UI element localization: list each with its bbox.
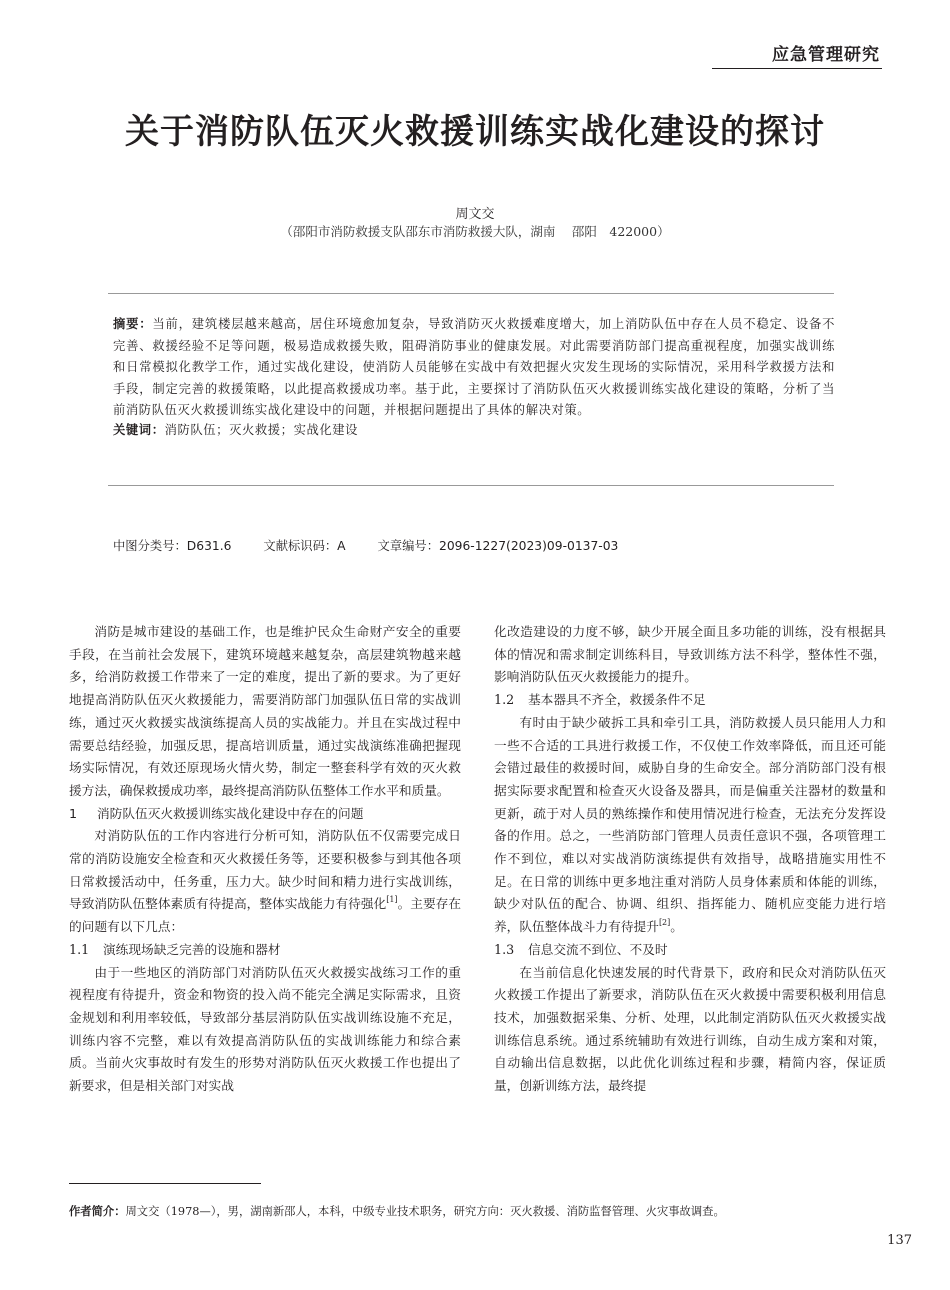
footnote-label: 作者简介：: [69, 1205, 126, 1218]
section-number: 1: [69, 805, 78, 821]
section-tag-rule: [712, 68, 882, 69]
section-1-3-paragraph: 在当前信息化快速发展的时代背景下，政府和民众对消防队伍灭火救援工作提出了新要求，消防队伍在灭火救援中需要积极利用信息技术，加强数据采集、分析、处理，以此制定消防队伍灭火救援实战训练信息系统。通过系统辅助有效进行训练，自动生成方案和对策，自动输出信息数据，以此优化训练过程和步骤，精简内容，保证质量，创新训练方法，最终提: [494, 964, 886, 1094]
paragraph-tail: 。: [670, 919, 683, 935]
section-1-paragraph: [69, 825, 461, 939]
keywords: [113, 420, 358, 438]
paragraph-text: 对消防队伍的工作内容进行分析可知，消防队伍不仅需要完成日常的消防设施安全检查和灭火救援任务等，还要积极参与到其他各项日常救援活动中，任务重，压力大。缺少时间和精力进行实战训练，导致消防队伍整体素质有待提高，整体实战能力有待强化: [69, 828, 461, 912]
author-name: 周文交: [455, 207, 495, 222]
classification-line: [113, 536, 646, 554]
section-number: 1.1: [69, 941, 90, 957]
abstract-top-rule: [108, 293, 834, 294]
citation-ref: [2]: [658, 918, 671, 928]
author-footnote: [69, 1203, 725, 1219]
footnote-text: 周文交（1978—），男，湖南新邵人，本科，中级专业技术职务，研究方向：灭火救援、消防监督管理、火灾事故调查。: [125, 1205, 725, 1218]
abstract-bottom-rule: [108, 485, 834, 486]
article-title: 关于消防队伍灭火救援训练实战化建设的探讨: [125, 112, 825, 152]
abstract: [113, 314, 835, 422]
section-number: 1.3: [494, 941, 515, 957]
clc-number: 中图分类号：D631.6: [113, 539, 232, 553]
keywords-label: 关键词：: [113, 423, 165, 437]
intro-paragraph: 消防是城市建设的基础工作，也是维护民众生命财产安全的重要手段，在当前社会发展下，建筑环境越来越复杂，高层建筑物越来越多，给消防救援工作带来了一定的难度，提出了新的要求。为了更好地提高消防队伍灭火救援能力，需要消防部门加强队伍日常的实战训练，通过灭火救援实战演练提高人员的实战能力。并且在实战过程中需要总结经验，加强反思，提高培训质量，通过实战演练准确把握现场实际情况，有效还原现场火情火势，制定一整套科学有效的灭火救援方法，确保救援成功率，最终提高消防队伍整体工作水平和质量。: [69, 624, 461, 798]
page-number: 137: [887, 1233, 912, 1248]
body-column-right: [494, 621, 886, 1098]
abstract-label: 摘要：: [113, 317, 153, 331]
document-code: 文献标识码：A: [263, 539, 346, 553]
paragraph-text: 有时由于缺少破拆工具和牵引工具，消防救援人员只能用人力和一些不合适的工具进行救援工作，不仅使工作效率降低，而且还可能会错过最佳的救援时间，威胁自身的生命安全。部分消防部门没有根据实际要求配置和检查灭火设备及器具，而是偏重关注器材的数量和更新，疏于对人员的熟练操作和使用情况进行检查，无法充分发挥设备的作用。总之，一些消防部门管理人员责任意识不强，各项管理工作不到位，难以对实战消防演练提供有效指导，战略措施实用性不足。在日常的训练中更多地注重对消防人员身体素质和体能的训练，缺少对队伍的配合、协调、组织、指挥能力、随机应变能力进行培养，队伍整体战斗力有待提升: [494, 714, 886, 935]
section-1-heading: [69, 803, 461, 826]
section-title: 信息交流不到位、不及时: [528, 941, 668, 957]
citation-ref: [1]: [386, 895, 398, 905]
section-1-1-paragraph-continued: 化改造建设的力度不够，缺少开展全面且多功能的训练，没有根据具体的情况和需求制定训练科目，导致训练方法不科学，整体性不强，影响消防队伍灭火救援能力的提升。: [494, 624, 886, 685]
section-1-1-paragraph: 由于一些地区的消防部门对消防队伍灭火救援实战练习工作的重视程度有待提升，资金和物资的投入尚不能完全满足实际需求，且资金规划和利用率较低，导致部分基层消防队伍实战训练设施不充足，训练内容不完整，难以有效提高消防队伍的实战训练能力和综合素质。当前火灾事故时有发生的形势对消防队伍灭火救援工作也提出了新要求，但是相关部门对实战: [69, 964, 461, 1094]
keywords-text: 消防队伍；灭火救援；实战化建设: [164, 423, 359, 437]
footnote-rule: [69, 1183, 261, 1184]
section-title: 演练现场缺乏完善的设施和器材: [103, 941, 281, 957]
journal-section-tag: 应急管理研究: [772, 45, 880, 65]
article-number: 文章编号：2096-1227(2023)09-0137-03: [377, 539, 619, 553]
section-1-2-paragraph: [494, 712, 886, 939]
section-title: 消防队伍灭火救援训练实战化建设中存在的问题: [97, 805, 364, 821]
section-title: 基本器具不齐全，救援条件不足: [528, 692, 706, 708]
section-1-1-heading: [69, 939, 461, 962]
abstract-text: 当前，建筑楼层越来越高，居住环境愈加复杂，导致消防灭火救援难度增大，加上消防队伍中存在人员不稳定、设备不完善、救援经验不足等问题，极易造成救援失败，阻碍消防事业的健康发展。对此需要消防部门提高重视程度，加强实战训练和日常模拟化教学工作，通过实战化建设，使消防人员能够在实战中有效把握火灾发生现场的实际情况，采用科学救援方法和手段，制定完善的救援策略，以此提高救援成功率。基于此，主要探讨了消防队伍灭火救援训练实战化建设的策略，分析了当前消防队伍灭火救援训练实战化建设中的问题，并根据问题提出了具体的解决对策。: [113, 317, 835, 417]
section-number: 1.2: [494, 692, 515, 708]
section-1-3-heading: [494, 939, 886, 962]
body-column-left: [69, 621, 461, 1098]
paragraph-tail: 。主要存在的问题有以下几点：: [69, 896, 462, 935]
section-1-2-heading: [494, 689, 886, 712]
author-affiliation: （邵阳市消防救援支队邵东市消防救援大队，湖南 邵阳 422000）: [280, 224, 670, 239]
